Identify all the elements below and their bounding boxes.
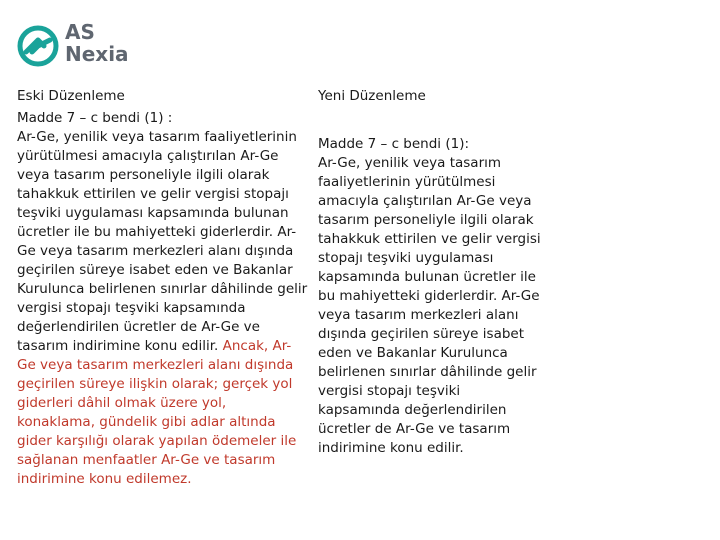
old-text-line: geçirilen süreye ilişkin olarak; gerçek yol	[17, 376, 293, 392]
new-text-line: bu mahiyetteki giderlerdir. Ar-Ge	[318, 288, 540, 304]
old-text-line: teşviki uygulaması kapsamında bulunan	[17, 205, 289, 221]
new-text-line: tahakkuk ettirilen ve gelir vergisi	[318, 231, 541, 247]
new-text-line: tasarım personeliyle ilgili olarak	[318, 212, 534, 228]
old-text-line: veya tasarım personeliyle ilgili olarak	[17, 167, 270, 183]
nexia-logo-icon	[17, 25, 59, 67]
old-text-line: geçirilen süreye isabet eden ve Bakanlar	[17, 262, 293, 278]
old-text-line: Ge veya tasarım merkezleri alanı dışında	[17, 357, 294, 373]
logo-line-1: AS	[65, 20, 95, 44]
removed-text-segment: Ancak, Ar-	[222, 338, 292, 354]
old-text-line: Ar-Ge, yenilik veya tasarım faaliyetlerinin	[17, 129, 297, 145]
new-regulation-text	[318, 135, 541, 458]
old-text-segment: tasarım indirimine konu edilir.	[17, 338, 223, 354]
old-text-line: yürütülmesi amacıyla çalıştırılan Ar-Ge	[17, 148, 279, 164]
logo-wordmark	[65, 21, 129, 65]
old-text-line-mixed	[17, 337, 307, 356]
new-text-line: Ar-Ge, yenilik veya tasarım	[318, 155, 502, 171]
new-text-line: belirlenen sınırlar dâhilinde gelir	[318, 364, 537, 380]
old-text-line: vergisi stopajı teşviki kapsamında	[17, 300, 246, 316]
logo-line-2: Nexia	[65, 42, 129, 66]
new-text-line: faaliyetlerinin yürütülmesi	[318, 174, 496, 190]
new-regulation-heading: Yeni Düzenleme	[318, 88, 426, 104]
old-text-line: Kurulunca belirlenen sınırlar dâhilinde gelir	[17, 281, 308, 297]
new-text-line: kapsamında değerlendirilen	[318, 402, 507, 418]
new-text-line: stopajı teşviki uygulaması	[318, 250, 494, 266]
new-text-line: veya tasarım merkezleri alanı	[318, 307, 519, 323]
new-text-line: dışında geçirilen süreye isabet	[318, 326, 525, 342]
old-text-line: değerlendirilen ücretler de Ar-Ge ve	[17, 319, 260, 335]
old-text-line: sağlanan menfaatler Ar-Ge ve tasarım	[17, 452, 276, 468]
new-text-line: vergisi stopajı teşviki	[318, 383, 461, 399]
old-text-line: giderleri dâhil olmak üzere yol,	[17, 395, 227, 411]
old-text-line: indirimine konu edilemez.	[17, 471, 192, 487]
new-text-line: indirimine konu edilir.	[318, 440, 464, 456]
old-text-line: konaklama, gündelik gibi adlar altında	[17, 414, 276, 430]
old-text-line: Ge veya tasarım merkezleri alanı dışında	[17, 243, 294, 259]
new-text-line: Madde 7 – c bendi (1):	[318, 136, 470, 152]
old-text-line: Madde 7 – c bendi (1) :	[17, 110, 173, 126]
old-text-line: gider karşılığı olarak yapılan ödemeler ile	[17, 433, 297, 449]
new-text-line: amacıyla çalıştırılan Ar-Ge veya	[318, 193, 532, 209]
old-regulation-text	[17, 109, 307, 489]
old-regulation-heading: Eski Düzenleme	[17, 88, 125, 104]
old-text-line: ücretler ile bu mahiyetteki giderlerdir. Ar-	[17, 224, 297, 240]
old-text-line: tahakkuk ettirilen ve gelir vergisi stopajı	[17, 186, 289, 202]
new-text-line: kapsamında bulunan ücretler ile	[318, 269, 536, 285]
new-text-line: eden ve Bakanlar Kurulunca	[318, 345, 508, 361]
new-text-line: ücretler de Ar-Ge ve tasarım	[318, 421, 511, 437]
as-nexia-logo	[17, 21, 137, 71]
